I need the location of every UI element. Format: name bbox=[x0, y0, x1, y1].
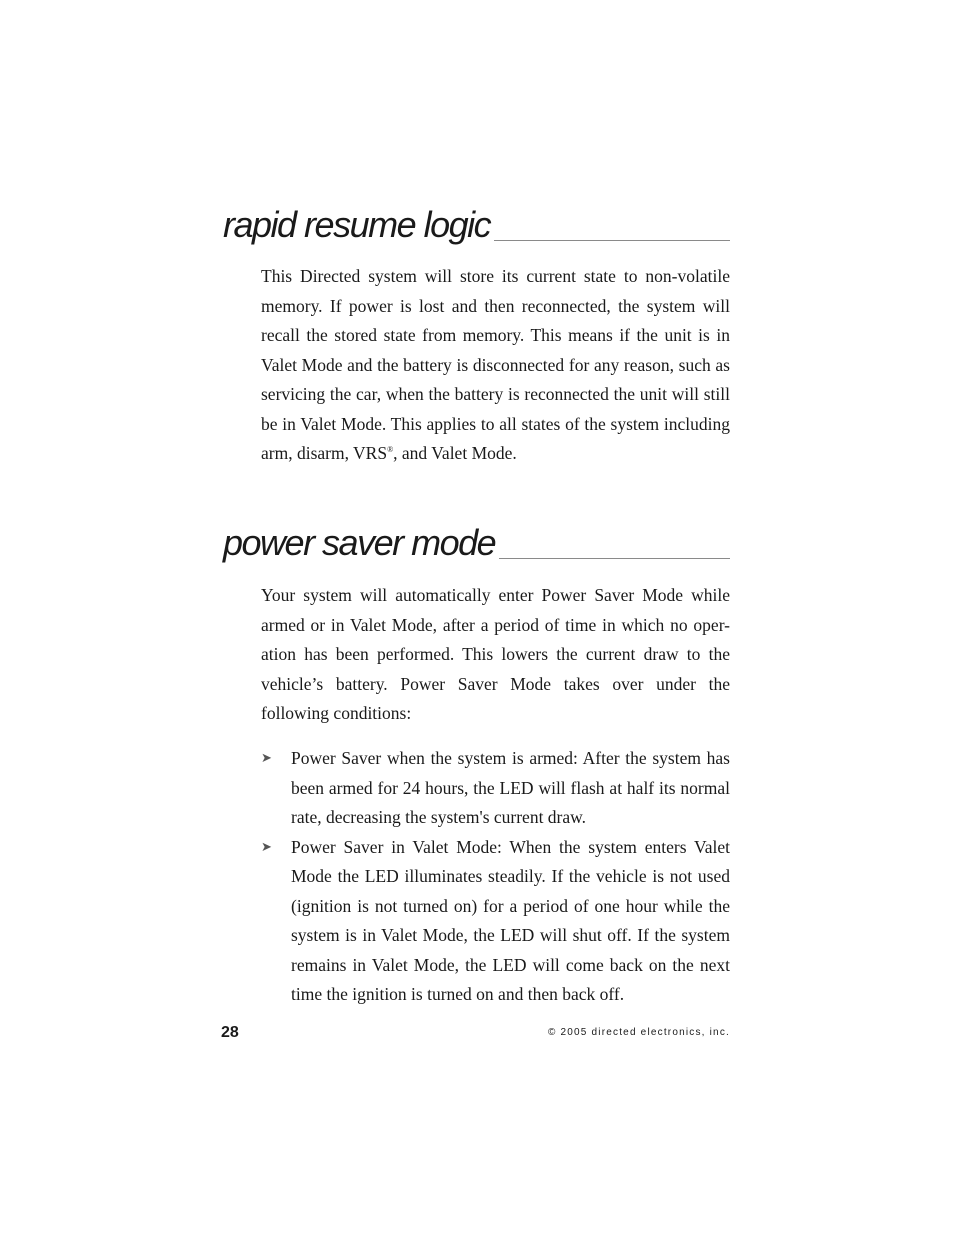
registered-mark: ® bbox=[387, 445, 394, 455]
paragraph-text: This Directed system will store its current state to non-volatile memory. If power is lost and then reconnected, the system will recall the stored state from memory. This means if the unit is in Valet Mode and the battery is disconnected for any reason, such as servicing the car, when the battery is reconnected the unit will still be in Valet Mode. This applies to all states of the system including arm, disarm, VRS bbox=[261, 266, 730, 463]
section-heading-rapid-resume-logic bbox=[223, 200, 730, 245]
page-number: 28 bbox=[221, 1024, 239, 1041]
paragraph-text-end: , and Valet Mode. bbox=[393, 443, 517, 463]
section-heading-power-saver-mode bbox=[223, 518, 730, 563]
arrowhead-bullet-icon: ➤ bbox=[261, 751, 272, 766]
list-item-text: Power Saver when the system is armed: After the system has been armed for 24 hours, the LED will flash at half its normal rate, decreasing the system's current draw. bbox=[291, 748, 730, 827]
section-title: power saver mode bbox=[223, 525, 499, 561]
list-item bbox=[261, 744, 730, 833]
rapid-resume-paragraph bbox=[261, 262, 730, 469]
power-saver-paragraph: Your system will automatically enter Power Saver Mode while armed or in Valet Mode, after a period of time in which no oper-ation has been performed. This lowers the current draw to the vehicle’s battery. Power Saver Mode takes over under the following conditions: bbox=[261, 585, 730, 723]
arrowhead-bullet-icon: ➤ bbox=[261, 839, 272, 855]
section-title: rapid resume logic bbox=[223, 207, 494, 243]
list-item bbox=[261, 833, 730, 1010]
conditions-list bbox=[261, 744, 730, 1010]
list-item-text: Power Saver in Valet Mode: When the system enters Valet Mode the LED illuminates steadily. If the vehicle is not used (ignition is not turned on) for a period of one hour while the system is in Valet Mode, the LED will shut off. If the system remains in Valet Mode, the LED will come back on the next time the ignition is turned on and then back off. bbox=[291, 836, 730, 1004]
copyright-notice: © 2005 directed electronics, inc. bbox=[547, 1027, 730, 1038]
